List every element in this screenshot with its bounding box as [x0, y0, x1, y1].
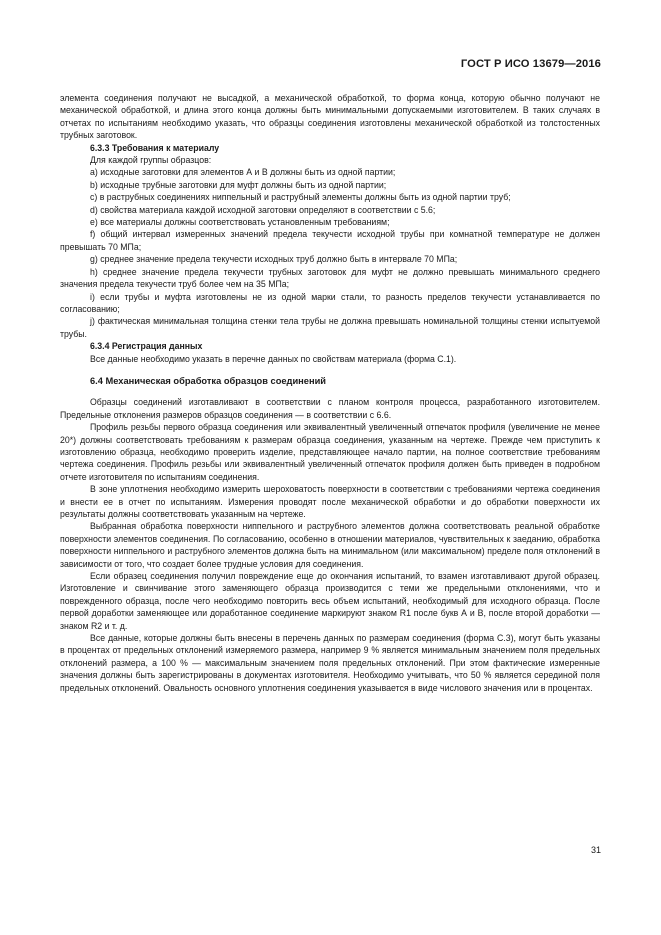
list-item-e: е) все материалы должны соответствовать установленным требованиям;	[90, 217, 390, 228]
list-item-a: а) исходные заготовки для элементов А и В должны быть из одной партии;	[90, 167, 396, 178]
list-item-f: f) общий интервал измеренных значений предела текучести исходной трубы при комнатной температуре не должен превышать 70 МПа;	[60, 229, 600, 252]
subsection-text-6-3-4: Все данные необходимо указать в перечне данных по свойствам материала (форма С.1).	[90, 353, 457, 364]
list-item-b: b) исходные трубные заготовки для муфт должны быть из одной партии;	[90, 179, 387, 190]
paragraph-6-4-1: Образцы соединений изготавливают в соответствии с планом контроля процесса, разработанного изготовителем. Предельные отклонения размеров образцов соединения — в соответствии с 6.6.	[60, 397, 600, 420]
list-item-d: d) свойства материала каждой исходной заготовки определяют в соответствии с 5.6;	[90, 204, 436, 215]
continued-paragraph: элемента соединения получают не высадкой, а механической обработкой, то форма конца, которую обычно получают не механической обработкой, и длина этого конца должны быть минимальными допускаемыми изготовителем. В таких случаях в отчетах по испытаниям необходимо указать, что образцы соединения изготовлены механической обработкой из толстостенных трубных заготовок.	[60, 93, 600, 141]
paragraph-6-4-3: В зоне уплотнения необходимо измерить шероховатость поверхности в соответствии с требованиями чертежа соединения и внести ее в отчет по испытаниям. Измерения проводят после механической обработки и до обработки поверхности их результаты должны соответствовать указанным на чертеже.	[60, 484, 600, 519]
page-number: 31	[590, 845, 601, 855]
document-code-header: ГОСТ Р ИСО 13679—2016	[460, 58, 601, 70]
subsection-heading-6-3-3: 6.3.3 Требования к материалу	[90, 142, 220, 153]
subsection-heading-6-3-4: 6.3.4 Регистрация данных	[90, 341, 203, 352]
list-item-g: g) среднее значение предела текучести исходных труб должно быть в интервале 70 МПа;	[90, 254, 458, 265]
paragraph-6-4-6: Все данные, которые должны быть внесены в перечень данных по размерам соединения (форма С.3), могут быть указаны в процентах от предельных отклонений измеряемого размера, например 9 % является минимальным значением поля предельных отклонений размера, а 100 % — максимальным значением поля предельных отклонений. При этом фактические измеренные значения должны быть зарегистрированы в документах изготовителя. Необходимо учитывать, что 50 % является серединой поля предельных отклонений. Овальность основного уплотнения соединения указывается в виде числового значения или в процентах.	[60, 633, 600, 693]
list-item-j: j) фактическая минимальная толщина стенки тела трубы не должна превышать номинальной толщины стенки испытуемой трубы.	[60, 316, 600, 339]
paragraph-6-4-4: Выбранная обработка поверхности ниппельного и раструбного элементов должна соответствовать реальной обработке поверхности элементов соединения. По согласованию, особенно в отношении материалов, чувствительных к заеданию, обработка поверхности ниппельного и раструбного элементов должна быть на минимальном (или максимальном) пределе поля отклонений в зависимости от того, что создает более трудные условия для соединения.	[60, 521, 600, 569]
section-heading-6-4: 6.4 Механическая обработка образцов соединений	[90, 375, 327, 386]
list-item-h: h) среднее значение предела текучести трубных заготовок для муфт не должно превышать минимального среднего значения предела текучести труб более чем на 35 МПа;	[60, 266, 600, 290]
list-lead: Для каждой группы образцов:	[90, 155, 212, 166]
list-item-i: i) если трубы и муфта изготовлены не из одной марки стали, то разность пределов текучести устанавливается по согласованию;	[60, 291, 600, 314]
paragraph-6-4-2: Профиль резьбы первого образца соединения или эквивалентный увеличенный отпечаток профиля (увеличение не менее 20*) должны соответствовать требованиям к размерам образца соединения, указанным на чертеже. Прежде чем приступить к изготовлению образца, необходимо проверить изделие, представляющее начало партии, на полное соответствие требованиям чертежа соединения. Профиль резьбы или эквивалентный увеличенный отпечаток профиля должен быть приведен в подробном отчете изготовителя по испытаниям соединения.	[60, 422, 600, 482]
paragraph-6-4-5: Если образец соединения получил повреждение еще до окончания испытаний, то взамен изготавливают другой образец. Изготовление и свинчивание этого заменяющего образца производится с теми же предельными отклонениями, что и поврежденного образца, после чего необходимо повторить весь объем испытаний, необходимый для исходного образца. После первой доработки заменяющее или доработанное соединение маркируют знаком R1 после букв А и В, после второй доработки — знаком R2 и т. д.	[60, 571, 600, 631]
page-body	[60, 92, 600, 694]
list-item-c: с) в раструбных соединениях ниппельный и раструбный элементы должны быть из одной партии труб;	[90, 192, 511, 203]
